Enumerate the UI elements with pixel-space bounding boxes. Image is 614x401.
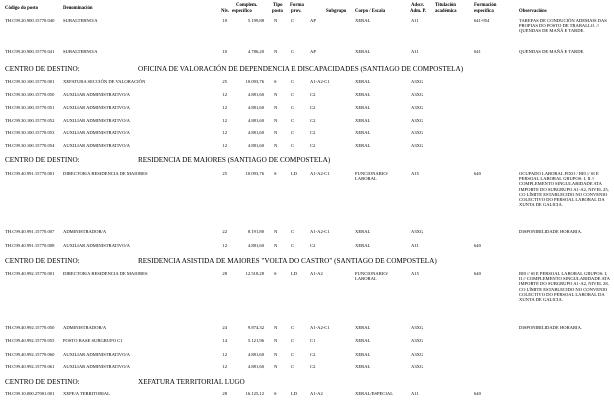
row-denominacion: AUXILIAR ADMINISTRATIVO/A <box>63 243 130 248</box>
row-codigo: TH.C99.40.991.15770.001 <box>5 171 55 176</box>
row-niv: 10 <box>222 49 227 54</box>
row-complemento: 4.881,60 <box>247 92 264 97</box>
row-corpo-escala: XERAL <box>355 229 371 234</box>
row-corpo-escala: XERAL <box>355 79 371 84</box>
row-adscr-adm: A3XG <box>411 92 424 97</box>
row-denominacion: SUBALTERNO/A <box>63 18 98 23</box>
col-especifico: específico <box>232 9 252 14</box>
row-tipo-posto: S <box>274 171 277 176</box>
row-tipo-posto: N <box>274 105 278 110</box>
row-tipo-posto: N <box>274 229 278 234</box>
row-denominacion: XEFE/A TERRITORIAL <box>63 391 110 396</box>
row-complemento: 4.881,60 <box>247 118 264 123</box>
row-niv: 12 <box>222 118 227 123</box>
row-subgrupo: A1-A2-C1 <box>310 171 330 176</box>
row-forma-prov: C <box>291 364 295 369</box>
row-corpo-escala: XERAL <box>355 130 371 135</box>
row-denominacion: AUXILIAR ADMINISTRATIVO/A <box>63 352 130 357</box>
row-denominacion: ADMINISTRADOR/A <box>63 229 107 234</box>
row-denominacion: SUBALTERNO/A <box>63 49 98 54</box>
row-tipo-posto: S <box>274 79 277 84</box>
row-observacions: DISPONIBILIDADE HORARIA. <box>519 325 583 330</box>
row-denominacion: AUXILIAR ADMINISTRATIVO/A <box>63 92 130 97</box>
row-complemento: 10.093,76 <box>245 171 264 176</box>
row-corpo-escala: XERAL <box>355 364 371 369</box>
row-subgrupo: AP <box>310 49 316 54</box>
row-corpo-escala: XERAL <box>355 105 371 110</box>
row-observacions: QUENDAS DE MAÑÁ E TARDE. <box>519 49 585 54</box>
row-niv: 25 <box>222 171 227 176</box>
row-subgrupo: C2 <box>310 364 316 369</box>
row-formacion: 641-954 <box>474 18 490 23</box>
col-prov: prov. <box>291 9 302 14</box>
row-subgrupo: A1-A2-C1 <box>310 325 330 330</box>
row-complemento: 5.121,96 <box>247 338 264 343</box>
row-codigo: TH.C99.30.100.15770.050 <box>5 92 55 97</box>
row-subgrupo: C2 <box>310 118 316 123</box>
row-tipo-posto: N <box>274 118 278 123</box>
row-adscr-adm: A11 <box>411 243 419 248</box>
row-codigo: TH.C99.20.900.15770.040 <box>5 18 55 23</box>
row-codigo: TH.C99.30.100.15770.001 <box>5 79 55 84</box>
row-adscr-adm: A3XG <box>411 325 424 330</box>
row-subgrupo: C2 <box>310 243 316 248</box>
row-subgrupo: A1-A2 <box>310 271 323 276</box>
col-formacion: Formación <box>474 3 497 8</box>
row-forma-prov: LD <box>291 271 298 276</box>
row-codigo: TH.C99.40.992.15770.061 <box>5 364 55 369</box>
row-adscr-adm: A3XG <box>411 143 424 148</box>
row-tipo-posto: S <box>274 271 277 276</box>
row-denominacion: DIRECTOR/A RESIDENCIA DE MAIORES <box>63 271 148 276</box>
row-denominacion: POSTO BASE SUBGRUPO C1 <box>63 338 123 343</box>
row-observacions: BI0 // SI E PERSOAL LABORAL GRUPOS: I, II // COMPLEMENTO SINGULARIDADE ATA IMPORTE DO SUBGRUPO A1-A2, NIVEL 28, CO LÍMITE ESTABLECIDO NO CONVENIO COLECTIVO DO PERSOAL LABORAL DA XUNTA DE GALICIA. <box>519 271 610 303</box>
row-codigo: TH.C99.30.100.15770.052 <box>5 118 55 123</box>
row-tipo-posto: N <box>274 352 278 357</box>
row-codigo: TH.C99.40.992.15770.050 <box>5 325 55 330</box>
row-denominacion: AUXILIAR ADMINISTRATIVO/A <box>63 364 130 369</box>
centro-destino-label: CENTRO DE DESTINO: <box>5 257 80 265</box>
row-niv: 12 <box>222 92 227 97</box>
row-forma-prov: C <box>291 49 295 54</box>
row-corpo-escala: XERAL <box>355 243 371 248</box>
row-denominacion: AUXILIAR ADMINISTRATIVO/A <box>63 130 130 135</box>
row-corpo-escala: XERAL <box>355 325 371 330</box>
row-adscr-adm: A3XG <box>411 105 424 110</box>
col-adm: Adm. P. <box>410 9 427 14</box>
row-subgrupo: C1 <box>310 338 316 343</box>
row-niv: 24 <box>222 325 227 330</box>
row-forma-prov: LD <box>291 391 298 396</box>
row-tipo-posto: N <box>274 243 278 248</box>
row-niv: 12 <box>222 105 227 110</box>
row-codigo: TH.C99.40.991.15770.007 <box>5 229 55 234</box>
row-tipo-posto: N <box>274 49 278 54</box>
row-niv: 12 <box>222 243 227 248</box>
centro-destino-name: RESIDENCIA DE MAIORES (SANTIAGO DE COMPOSTELA) <box>138 156 331 164</box>
centro-destino-label: CENTRO DE DESTINO: <box>5 378 80 386</box>
row-tipo-posto: N <box>274 92 278 97</box>
row-complemento: 4.786,20 <box>247 49 264 54</box>
row-corpo-escala: XERAL <box>355 118 371 123</box>
row-corpo-escala: FUNCIONARIO/ LABORAL <box>355 271 388 282</box>
row-tipo-posto: N <box>274 18 278 23</box>
row-complemento: 4.881,60 <box>247 352 264 357</box>
row-niv: 28 <box>222 271 227 276</box>
row-complemento: 16.125,12 <box>245 391 264 396</box>
row-complemento: 4.881,60 <box>247 105 264 110</box>
row-forma-prov: C <box>291 325 295 330</box>
row-niv: 14 <box>222 338 227 343</box>
row-observacions: OCUPADO LABORAL FIXO / BI0 // SI E PERSOAL LABORAL GRUPOS: I, II // COMPLEMENTO SINGULARIDADE ATA IMPORTE DO SUBGRUPO A1-A2, NIVEL 25, CO LÍMITE ESTABLECIDO NO CONVENIO COLECTIVO DO PERSOAL LABORAL DA XUNTA DE GALICIA. <box>519 171 609 208</box>
row-corpo-escala: XERAL <box>355 338 371 343</box>
row-niv: 28 <box>222 391 227 396</box>
row-forma-prov: C <box>291 92 295 97</box>
row-tipo-posto: S <box>274 391 277 396</box>
row-subgrupo: A1-A2-C1 <box>310 79 330 84</box>
row-forma-prov: C <box>291 338 295 343</box>
row-codigo: TH.C99.30.100.15770.054 <box>5 143 55 148</box>
row-codigo: TH.C99.40.992.15770.060 <box>5 352 55 357</box>
row-complemento: 10.093,76 <box>245 79 264 84</box>
row-codigo: TH.C99.40.991.15770.008 <box>5 243 55 248</box>
row-tipo-posto: N <box>274 364 278 369</box>
row-niv: 12 <box>222 352 227 357</box>
row-subgrupo: A1-A2-C1 <box>310 229 330 234</box>
row-observacions: DISPONIBILIDADE HORARIA. <box>519 229 583 234</box>
row-denominacion: ADMINISTRADOR/A <box>63 325 107 330</box>
row-corpo-escala: XERAL <box>355 92 371 97</box>
col-niv: Niv. <box>221 9 230 14</box>
row-denominacion: AUXILIAR ADMINISTRATIVO/A <box>63 143 130 148</box>
row-complemento: 4.881,60 <box>247 243 264 248</box>
row-forma-prov: C <box>291 352 295 357</box>
row-adscr-adm: A11 <box>411 49 419 54</box>
row-corpo-escala: XERAL <box>355 18 371 23</box>
row-forma-prov: C <box>291 243 295 248</box>
row-niv: 22 <box>222 229 227 234</box>
row-complemento: 4.881,60 <box>247 364 264 369</box>
row-adscr-adm: A11 <box>411 18 419 23</box>
row-subgrupo: C2 <box>310 143 316 148</box>
row-forma-prov: LD <box>291 171 298 176</box>
row-adscr-adm: A3XG <box>411 352 424 357</box>
row-adscr-adm: A3XG <box>411 79 424 84</box>
row-complemento: 4.881,60 <box>247 143 264 148</box>
col-subgrupo: Subgrupo <box>326 9 347 14</box>
col-posto: posto <box>272 9 283 14</box>
row-forma-prov: C <box>291 79 295 84</box>
col-observacions: Observacións <box>519 9 547 14</box>
row-adscr-adm: A15 <box>411 271 419 276</box>
col-codigo: Código do posto <box>5 6 39 11</box>
row-subgrupo: AP <box>310 18 316 23</box>
row-corpo-escala: XERAL <box>355 143 371 148</box>
row-subgrupo: C2 <box>310 92 316 97</box>
row-subgrupo: C2 <box>310 352 316 357</box>
col-adscr: Adscr. <box>411 3 425 8</box>
row-formacion: 640 <box>474 171 481 176</box>
row-denominacion: XEFATURA SECCIÓN DE VALORACIÓN <box>63 79 146 84</box>
row-complemento: 12.518,28 <box>245 271 264 276</box>
row-corpo-escala: XERAL <box>355 352 371 357</box>
col-academica: académica <box>435 9 457 14</box>
row-formacion: 640 <box>474 243 481 248</box>
row-subgrupo: C2 <box>310 130 316 135</box>
col-tipo: Tipo <box>273 3 283 8</box>
row-codigo: TH.C99.40.992.15770.055 <box>5 338 55 343</box>
row-tipo-posto: N <box>274 130 278 135</box>
row-niv: 12 <box>222 130 227 135</box>
row-forma-prov: C <box>291 143 295 148</box>
row-complemento: 4.881,60 <box>247 130 264 135</box>
row-corpo-escala: FUNCIONARIO/ LABORAL <box>355 171 388 182</box>
row-complemento: 9.874,32 <box>247 325 264 330</box>
row-forma-prov: C <box>291 130 295 135</box>
row-codigo: TH.C99.30.100.15770.051 <box>5 105 55 110</box>
centro-destino-label: CENTRO DE DESTINO: <box>5 156 80 164</box>
row-complemento: 5.199,88 <box>247 18 264 23</box>
row-niv: 12 <box>222 143 227 148</box>
row-adscr-adm: A3XG <box>411 118 424 123</box>
row-adscr-adm: A11 <box>411 391 419 396</box>
row-niv: 12 <box>222 364 227 369</box>
row-subgrupo: C2 <box>310 105 316 110</box>
row-adscr-adm: A3XG <box>411 364 424 369</box>
row-niv: 10 <box>222 18 227 23</box>
col-titulacion: Titulación <box>435 3 456 8</box>
row-observacions: TAREFAS DE CONDUCIÓN ADEMAIS DAS PROPIAS DO POSTO DE TRABALLO. // QUENDAS DE MAÑÁ E TARDE. <box>519 18 607 34</box>
col-forma: Forma <box>290 3 304 8</box>
centro-destino-name: XEFATURA TERRITORIAL LUGO <box>138 378 245 386</box>
col-corpo: Corpo / Escala <box>355 9 386 14</box>
row-corpo-escala: XERAL <box>355 49 371 54</box>
row-codigo: TH.C99.30.100.15770.053 <box>5 130 55 135</box>
row-adscr-adm: A3XG <box>411 338 424 343</box>
row-codigo: TH.C99.40.992.15770.001 <box>5 271 55 276</box>
row-denominacion: AUXILIAR ADMINISTRATIVO/A <box>63 105 130 110</box>
col-especifica: específica <box>474 9 494 14</box>
row-subgrupo: A1-A2 <box>310 391 323 396</box>
row-denominacion: DIRECTOR/A RESIDENCIA DE MAIORES <box>63 171 148 176</box>
col-denominacion: Denominación <box>63 6 93 11</box>
row-formacion: 641 <box>474 49 481 54</box>
row-adscr-adm: A3XG <box>411 130 424 135</box>
row-tipo-posto: N <box>274 338 278 343</box>
row-niv: 25 <box>222 79 227 84</box>
centro-destino-label: CENTRO DE DESTINO: <box>5 65 80 73</box>
row-complemento: 8.191,80 <box>247 229 264 234</box>
row-forma-prov: C <box>291 118 295 123</box>
row-adscr-adm: A15 <box>411 171 419 176</box>
row-tipo-posto: N <box>274 325 278 330</box>
row-codigo: TH.C99.10.000.27001.001 <box>5 391 55 396</box>
row-forma-prov: C <box>291 18 295 23</box>
row-formacion: 640 <box>474 391 481 396</box>
row-forma-prov: C <box>291 105 295 110</box>
row-formacion: 640 <box>474 271 481 276</box>
centro-destino-name: OFICINA DE VALORACIÓN DE DEPENDENCIA E DISCAPACIDADES (SANTIAGO DE COMPOSTELA) <box>138 65 464 73</box>
row-corpo-escala: XERAL/ESPECIAL <box>355 391 394 396</box>
row-tipo-posto: N <box>274 143 278 148</box>
row-adscr-adm: A3XG <box>411 229 424 234</box>
row-denominacion: AUXILIAR ADMINISTRATIVO/A <box>63 118 130 123</box>
centro-destino-name: RESIDENCIA ASISTIDA DE MAIORES "VOLTA DO CASTRO" (SANTIAGO DE COMPOSTELA) <box>138 257 437 265</box>
col-complem: Complem. <box>236 3 258 8</box>
row-forma-prov: C <box>291 229 295 234</box>
row-codigo: TH.C99.20.900.15770.041 <box>5 49 55 54</box>
